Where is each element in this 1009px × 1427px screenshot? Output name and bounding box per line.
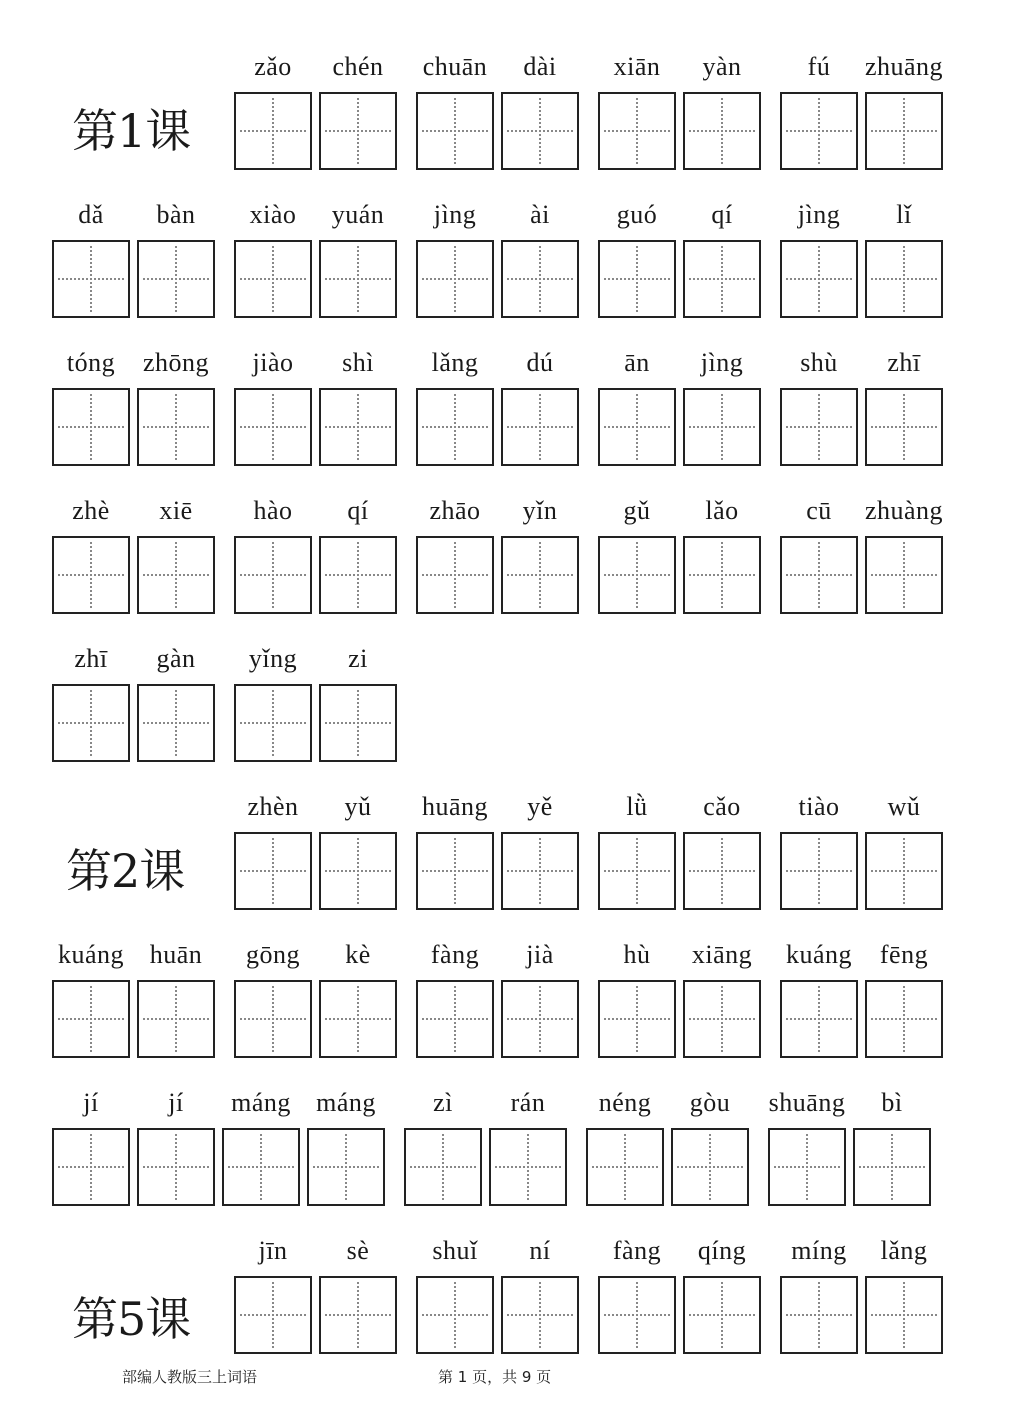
writing-grid-cell[interactable] xyxy=(489,1128,567,1206)
writing-grid-cell[interactable] xyxy=(416,388,494,466)
writing-grid-cell[interactable] xyxy=(319,684,397,762)
pinyin-label: shì xyxy=(342,348,374,377)
pinyin-label: zi xyxy=(348,644,368,673)
writing-grid-cell[interactable] xyxy=(598,832,676,910)
pinyin-label: zhuāng xyxy=(864,52,944,81)
writing-grid-cell[interactable] xyxy=(598,92,676,170)
pinyin-label: yuán xyxy=(331,200,385,229)
writing-grid-cell[interactable] xyxy=(598,536,676,614)
pinyin-label: zhōng xyxy=(142,348,210,377)
writing-grid-cell[interactable] xyxy=(234,980,312,1058)
writing-grid-cell[interactable] xyxy=(501,832,579,910)
writing-grid-cell[interactable] xyxy=(137,240,215,318)
writing-grid-cell[interactable] xyxy=(780,1276,858,1354)
writing-grid-cell[interactable] xyxy=(780,92,858,170)
writing-grid-cell[interactable] xyxy=(598,240,676,318)
writing-grid-cell[interactable] xyxy=(683,980,761,1058)
pinyin-label: míng xyxy=(791,1236,847,1265)
writing-grid-cell[interactable] xyxy=(319,388,397,466)
pinyin-label: cǎo xyxy=(703,792,741,821)
pinyin-label: guó xyxy=(616,200,658,229)
pinyin-label: kuáng xyxy=(785,940,853,969)
writing-grid-cell[interactable] xyxy=(683,240,761,318)
pinyin-label: zǎo xyxy=(254,52,292,81)
writing-grid-cell[interactable] xyxy=(319,92,397,170)
writing-grid-cell[interactable] xyxy=(598,388,676,466)
writing-grid-cell[interactable] xyxy=(234,536,312,614)
pinyin-label: chuān xyxy=(422,52,488,81)
pinyin-label: rán xyxy=(510,1088,546,1117)
pinyin-label: xiāng xyxy=(691,940,753,969)
writing-grid-cell[interactable] xyxy=(52,1128,130,1206)
pinyin-label: dǎ xyxy=(78,200,104,229)
pinyin-label: jìng xyxy=(700,348,744,377)
pinyin-label: lǎo xyxy=(705,496,739,525)
pinyin-label: jīn xyxy=(258,1236,288,1265)
writing-grid-cell[interactable] xyxy=(501,980,579,1058)
writing-grid-cell[interactable] xyxy=(501,388,579,466)
pinyin-label: fàng xyxy=(612,1236,662,1265)
pinyin-label: lǜ xyxy=(626,792,648,821)
pinyin-label: dài xyxy=(523,52,557,81)
pinyin-label: yě xyxy=(527,792,553,821)
pinyin-label: zhèn xyxy=(247,792,299,821)
writing-grid-cell[interactable] xyxy=(865,536,943,614)
pinyin-label: yǐn xyxy=(522,496,558,525)
pinyin-label: kuáng xyxy=(57,940,125,969)
pinyin-label: jìng xyxy=(797,200,841,229)
writing-grid-cell[interactable] xyxy=(768,1128,846,1206)
writing-grid-cell[interactable] xyxy=(234,1276,312,1354)
writing-grid-cell[interactable] xyxy=(319,980,397,1058)
writing-grid-cell[interactable] xyxy=(683,1276,761,1354)
pinyin-label: dú xyxy=(526,348,554,377)
pinyin-label: cū xyxy=(806,496,832,525)
pinyin-label: kè xyxy=(345,940,371,969)
pinyin-label: zhāo xyxy=(429,496,481,525)
writing-grid-cell[interactable] xyxy=(683,832,761,910)
footer-title: 部编人教版三上词语 xyxy=(122,1368,258,1386)
writing-grid-cell[interactable] xyxy=(780,536,858,614)
writing-grid-cell[interactable] xyxy=(137,684,215,762)
writing-grid-cell[interactable] xyxy=(404,1128,482,1206)
pinyin-label: shù xyxy=(800,348,838,377)
writing-grid-cell[interactable] xyxy=(683,92,761,170)
writing-grid-cell[interactable] xyxy=(865,240,943,318)
pinyin-label: gǔ xyxy=(623,496,651,525)
pinyin-label: qí xyxy=(347,496,369,525)
pinyin-label: jí xyxy=(83,1088,99,1117)
writing-grid-cell[interactable] xyxy=(865,92,943,170)
pinyin-label: gàn xyxy=(156,644,196,673)
writing-grid-cell[interactable] xyxy=(865,388,943,466)
pinyin-label: máng xyxy=(316,1088,376,1117)
footer-page-number: 第 1 页，共 9 页 xyxy=(438,1368,552,1386)
pinyin-label: lǐ xyxy=(896,200,912,229)
pinyin-label: fàng xyxy=(430,940,480,969)
writing-grid-cell[interactable] xyxy=(865,1276,943,1354)
pinyin-label: bàn xyxy=(156,200,196,229)
pinyin-label: néng xyxy=(598,1088,652,1117)
writing-grid-cell[interactable] xyxy=(416,1276,494,1354)
pinyin-label: zhī xyxy=(887,348,921,377)
writing-grid-cell[interactable] xyxy=(416,92,494,170)
writing-grid-cell[interactable] xyxy=(416,240,494,318)
pinyin-label: ài xyxy=(530,200,550,229)
writing-grid-cell[interactable] xyxy=(780,388,858,466)
writing-grid-cell[interactable] xyxy=(586,1128,664,1206)
pinyin-label: xiē xyxy=(159,496,193,525)
writing-grid-cell[interactable] xyxy=(307,1128,385,1206)
pinyin-label: jí xyxy=(168,1088,184,1117)
writing-grid-cell[interactable] xyxy=(319,1276,397,1354)
pinyin-label: gōng xyxy=(246,940,300,969)
writing-grid-cell[interactable] xyxy=(416,980,494,1058)
writing-grid-cell[interactable] xyxy=(319,240,397,318)
writing-grid-cell[interactable] xyxy=(137,980,215,1058)
writing-grid-cell[interactable] xyxy=(865,832,943,910)
writing-grid-cell[interactable] xyxy=(52,240,130,318)
pinyin-label: lǎng xyxy=(880,1236,928,1265)
pinyin-label: wǔ xyxy=(887,792,921,821)
lesson-title: 第5课 xyxy=(72,1292,191,1346)
pinyin-label: shuǐ xyxy=(432,1236,478,1265)
writing-grid-cell[interactable] xyxy=(865,980,943,1058)
pinyin-label: ní xyxy=(529,1236,551,1265)
writing-grid-cell[interactable] xyxy=(853,1128,931,1206)
writing-grid-cell[interactable] xyxy=(780,832,858,910)
pinyin-label: chén xyxy=(332,52,384,81)
pinyin-label: fēng xyxy=(879,940,929,969)
writing-grid-cell[interactable] xyxy=(416,832,494,910)
pinyin-label: qíng xyxy=(697,1236,747,1265)
pinyin-label: jià xyxy=(526,940,554,969)
pinyin-label: shuāng xyxy=(768,1088,846,1117)
writing-grid-cell[interactable] xyxy=(598,1276,676,1354)
writing-grid-cell[interactable] xyxy=(52,684,130,762)
pinyin-label: zhè xyxy=(72,496,110,525)
pinyin-label: lǎng xyxy=(431,348,479,377)
pinyin-label: fú xyxy=(807,52,831,81)
pinyin-label: xiān xyxy=(613,52,661,81)
pinyin-label: zhī xyxy=(74,644,108,673)
writing-grid-cell[interactable] xyxy=(222,1128,300,1206)
pinyin-label: tóng xyxy=(66,348,116,377)
writing-grid-cell[interactable] xyxy=(137,1128,215,1206)
pinyin-label: yǐng xyxy=(248,644,298,673)
pinyin-label: jiào xyxy=(252,348,294,377)
writing-grid-cell[interactable] xyxy=(501,536,579,614)
writing-grid-cell[interactable] xyxy=(137,536,215,614)
writing-grid-cell[interactable] xyxy=(234,832,312,910)
lesson-title: 第2课 xyxy=(66,844,185,898)
writing-grid-cell[interactable] xyxy=(501,92,579,170)
writing-grid-cell[interactable] xyxy=(137,388,215,466)
writing-grid-cell[interactable] xyxy=(683,536,761,614)
pinyin-label: jìng xyxy=(433,200,477,229)
writing-grid-cell[interactable] xyxy=(234,92,312,170)
pinyin-label: yàn xyxy=(702,52,742,81)
writing-grid-cell[interactable] xyxy=(319,832,397,910)
pinyin-label: máng xyxy=(231,1088,291,1117)
writing-grid-cell[interactable] xyxy=(780,240,858,318)
writing-grid-cell[interactable] xyxy=(416,536,494,614)
pinyin-label: xiào xyxy=(249,200,297,229)
writing-grid-cell[interactable] xyxy=(234,240,312,318)
pinyin-label: gòu xyxy=(689,1088,731,1117)
writing-grid-cell[interactable] xyxy=(234,388,312,466)
pinyin-label: zhuàng xyxy=(864,496,944,525)
writing-grid-cell[interactable] xyxy=(671,1128,749,1206)
writing-grid-cell[interactable] xyxy=(52,536,130,614)
pinyin-label: huāng xyxy=(421,792,489,821)
pinyin-label: tiào xyxy=(798,792,840,821)
pinyin-label: ān xyxy=(624,348,650,377)
writing-grid-cell[interactable] xyxy=(501,1276,579,1354)
pinyin-label: bì xyxy=(881,1088,903,1117)
pinyin-label: yǔ xyxy=(344,792,372,821)
writing-grid-cell[interactable] xyxy=(598,980,676,1058)
writing-grid-cell[interactable] xyxy=(52,980,130,1058)
writing-grid-cell[interactable] xyxy=(234,684,312,762)
pinyin-label: qí xyxy=(711,200,733,229)
pinyin-label: sè xyxy=(346,1236,370,1265)
writing-grid-cell[interactable] xyxy=(52,388,130,466)
pinyin-label: hù xyxy=(623,940,651,969)
writing-grid-cell[interactable] xyxy=(501,240,579,318)
pinyin-label: zì xyxy=(433,1088,453,1117)
writing-grid-cell[interactable] xyxy=(319,536,397,614)
lesson-title: 第1课 xyxy=(72,104,191,158)
pinyin-label: hào xyxy=(253,496,293,525)
pinyin-label: huān xyxy=(149,940,203,969)
writing-grid-cell[interactable] xyxy=(780,980,858,1058)
writing-grid-cell[interactable] xyxy=(683,388,761,466)
